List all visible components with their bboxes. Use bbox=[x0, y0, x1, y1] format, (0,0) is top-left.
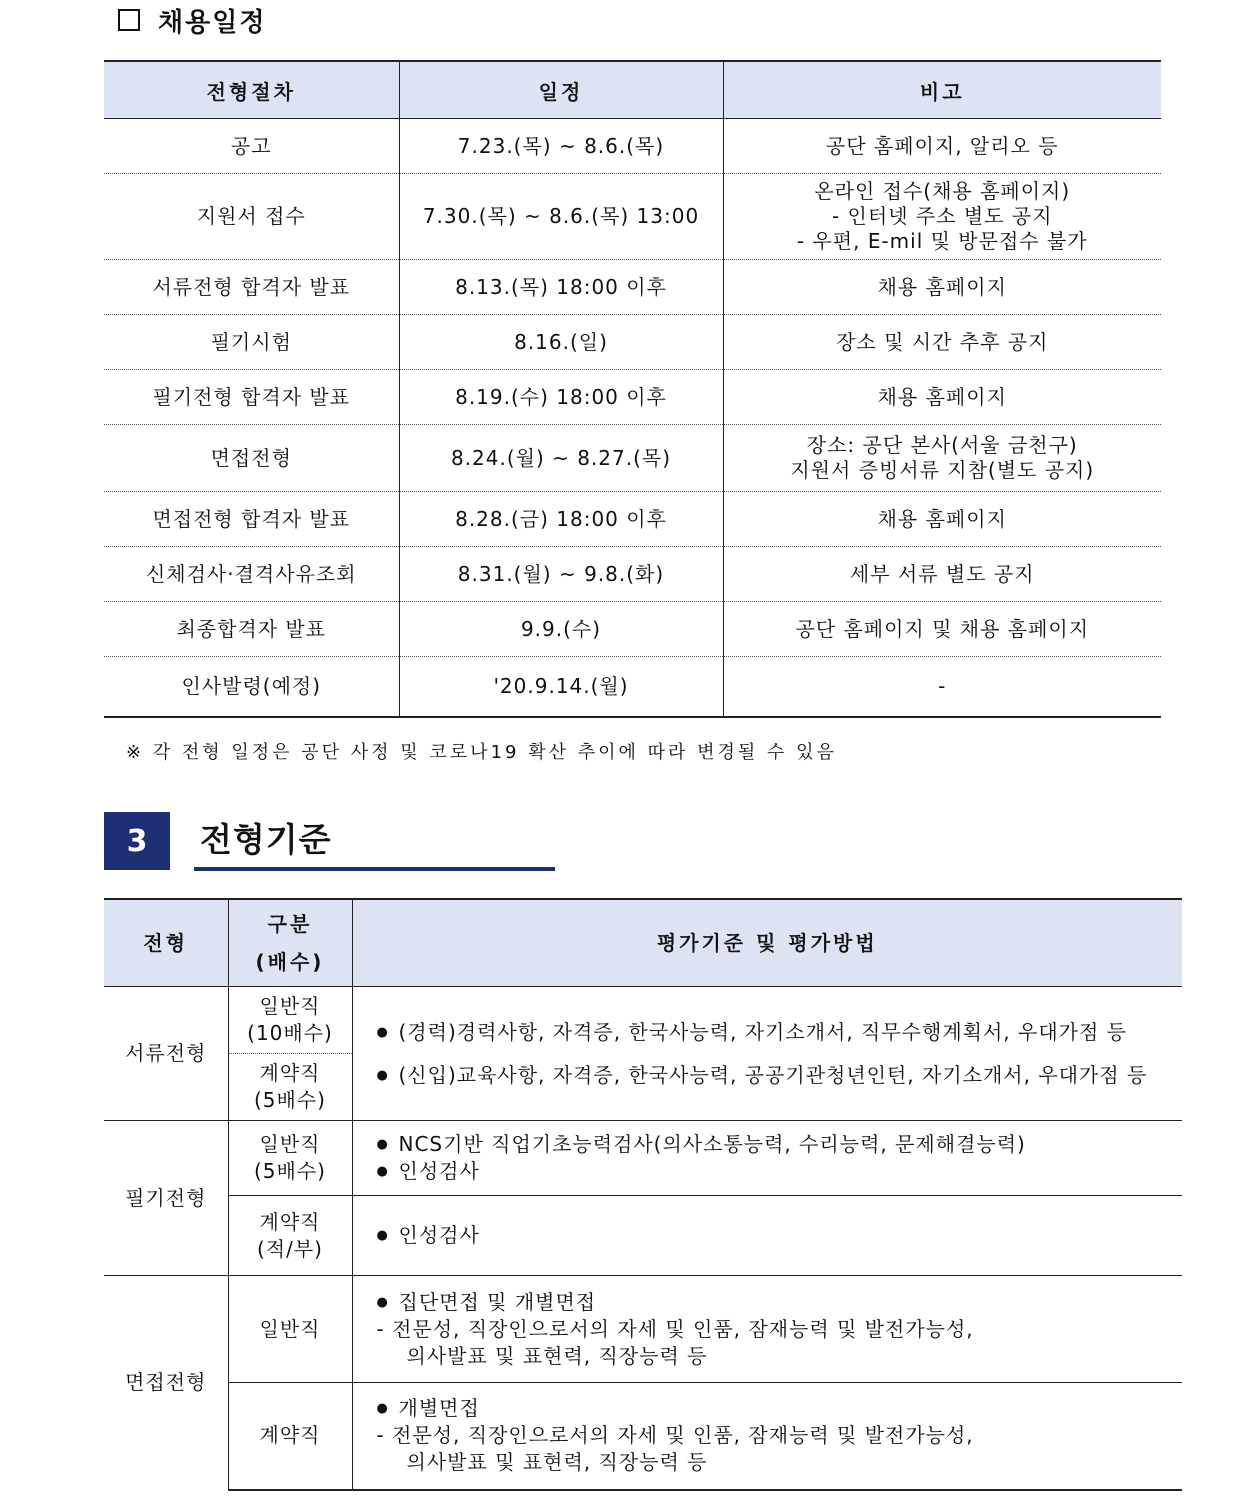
list-item: ● 개별면접 bbox=[377, 1395, 1182, 1422]
note-line: 공단 홈페이지 및 채용 홈페이지 bbox=[795, 616, 1090, 641]
header-criteria: 평가기준 및 평가방법 bbox=[352, 899, 1182, 987]
list-item: ● (신입)교육사항, 자격증, 한국사능력, 공공기관청년인턴, 자기소개서, 우대가점 등 bbox=[377, 1062, 1182, 1089]
table-header-row bbox=[104, 61, 1161, 119]
table-row bbox=[104, 547, 1161, 602]
step-cell: 면접전형 bbox=[104, 425, 399, 492]
criteria-cell bbox=[352, 987, 1182, 1121]
type-line: 일반직 bbox=[259, 994, 321, 1018]
step-cell: 면접전형 합격자 발표 bbox=[104, 492, 399, 547]
type-line: (5배수) bbox=[254, 1088, 326, 1112]
table-row bbox=[104, 315, 1161, 370]
note-line: 채용 홈페이지 bbox=[877, 384, 1007, 409]
type-cell: 일반직 bbox=[228, 1276, 352, 1383]
section-title: 채용일정 bbox=[158, 7, 267, 38]
note-cell bbox=[723, 260, 1161, 315]
date-cell: 7.23.(목) ~ 8.6.(목) bbox=[399, 119, 723, 174]
table-row bbox=[104, 425, 1161, 492]
subitem-text: 의사발표 및 표현력, 직장능력 등 bbox=[406, 1450, 708, 1475]
note-cell bbox=[723, 315, 1161, 370]
section-title: 전형기준 bbox=[200, 820, 332, 859]
note-line: 채용 홈페이지 bbox=[877, 274, 1007, 299]
checkbox-icon bbox=[118, 9, 140, 31]
schedule-section-header bbox=[118, 2, 266, 38]
table-row bbox=[104, 1196, 1182, 1276]
list-item: ● 인성검사 bbox=[377, 1158, 1182, 1185]
step-cell: 신체검사·결격사유조회 bbox=[104, 547, 399, 602]
table-row bbox=[104, 174, 1161, 260]
note-line: 채용 홈페이지 bbox=[877, 506, 1007, 531]
note-cell bbox=[723, 119, 1161, 174]
header-type-line2: (배수) bbox=[255, 950, 325, 974]
note-line: 지원서 증빙서류 지참(별도 공지) bbox=[790, 458, 1095, 482]
date-cell: 8.16.(일) bbox=[399, 315, 723, 370]
footnote: ※ 각 전형 일정은 공단 사정 및 코로나19 확산 추이에 따라 변경될 수 있음 bbox=[126, 742, 837, 763]
type-line: (5배수) bbox=[254, 1159, 326, 1183]
header-stage: 전형 bbox=[104, 899, 228, 987]
criteria-cell bbox=[352, 1276, 1182, 1383]
list-item: ● 집단면접 및 개별면접 bbox=[377, 1289, 1182, 1316]
step-cell: 공고 bbox=[104, 119, 399, 174]
header-type bbox=[228, 899, 352, 987]
subitem-text: - 전문성, 직장인으로서의 자세 및 인품, 잠재능력 및 발전가능성, bbox=[376, 1423, 974, 1448]
table-row bbox=[104, 1121, 1182, 1196]
date-cell: 7.30.(목) ~ 8.6.(목) 13:00 bbox=[399, 174, 723, 260]
criteria-cell bbox=[352, 1196, 1182, 1276]
subitem-text: 의사발표 및 표현력, 직장능력 등 bbox=[406, 1343, 708, 1368]
note-line: 세부 서류 별도 공지 bbox=[849, 561, 1035, 586]
stage-cell: 면접전형 bbox=[104, 1276, 228, 1490]
step-cell: 서류전형 합격자 발표 bbox=[104, 260, 399, 315]
criteria-table bbox=[104, 898, 1182, 1491]
note-cell bbox=[723, 174, 1161, 260]
type-line: 일반직 bbox=[259, 1132, 321, 1156]
table-row bbox=[104, 119, 1161, 174]
schedule-table bbox=[104, 60, 1161, 718]
note-line: - bbox=[938, 673, 947, 698]
list-subitem bbox=[377, 1422, 1182, 1476]
header-date: 일정 bbox=[399, 61, 723, 119]
type-line: (10배수) bbox=[247, 1021, 333, 1045]
header-note: 비고 bbox=[723, 61, 1161, 119]
table-row bbox=[104, 370, 1161, 425]
stage-cell: 서류전형 bbox=[125, 1041, 207, 1065]
header-step: 전형절차 bbox=[104, 61, 399, 119]
note-line: - 인터넷 주소 별도 공지 bbox=[831, 204, 1053, 228]
date-cell: 9.9.(수) bbox=[399, 602, 723, 657]
note-line: 장소 및 시간 추후 공지 bbox=[836, 329, 1049, 354]
step-cell: 필기전형 합격자 발표 bbox=[104, 370, 399, 425]
note-line: 공단 홈페이지, 알리오 등 bbox=[825, 133, 1059, 158]
note-cell bbox=[723, 602, 1161, 657]
type-cell bbox=[228, 1196, 352, 1276]
table-row bbox=[104, 602, 1161, 657]
step-cell: 최종합격자 발표 bbox=[104, 602, 399, 657]
list-item: ● 인성검사 bbox=[377, 1222, 1182, 1249]
list-subitem bbox=[377, 1316, 1182, 1370]
type-cell: 계약직 bbox=[228, 1383, 352, 1490]
note-cell bbox=[723, 492, 1161, 547]
criteria-cell bbox=[352, 1121, 1182, 1196]
table-row bbox=[104, 657, 1161, 717]
title-underline bbox=[194, 867, 555, 871]
table-row bbox=[104, 1383, 1182, 1490]
date-cell: 8.28.(금) 18:00 이후 bbox=[399, 492, 723, 547]
table-row bbox=[104, 1276, 1182, 1383]
table-row bbox=[104, 260, 1161, 315]
table-header-row bbox=[104, 899, 1182, 987]
table-row bbox=[104, 492, 1161, 547]
date-cell: 8.13.(목) 18:00 이후 bbox=[399, 260, 723, 315]
criteria-cell bbox=[352, 1383, 1182, 1490]
note-cell bbox=[723, 547, 1161, 602]
list-item: ● NCS기반 직업기초능력검사(의사소통능력, 수리능력, 문제해결능력) bbox=[377, 1131, 1182, 1158]
date-cell: 8.19.(수) 18:00 이후 bbox=[399, 370, 723, 425]
note-line: 온라인 접수(채용 홈페이지) bbox=[814, 179, 1071, 203]
subitem-text: - 전문성, 직장인으로서의 자세 및 인품, 잠재능력 및 발전가능성, bbox=[376, 1316, 974, 1341]
table-row bbox=[104, 987, 1182, 1054]
type-cell bbox=[228, 1054, 352, 1121]
header-type-line1: 구분 bbox=[267, 912, 313, 936]
section-number-badge: 3 bbox=[104, 812, 170, 870]
date-cell: 8.31.(월) ~ 9.8.(화) bbox=[399, 547, 723, 602]
type-line: 계약직 bbox=[259, 1061, 321, 1085]
type-line: 계약직 bbox=[259, 1209, 321, 1234]
type-line: (적/부) bbox=[257, 1236, 323, 1261]
step-cell: 필기시험 bbox=[104, 315, 399, 370]
note-cell bbox=[723, 657, 1161, 717]
type-cell bbox=[228, 987, 352, 1054]
step-cell: 지원서 접수 bbox=[104, 174, 399, 260]
date-cell: '20.9.14.(월) bbox=[399, 657, 723, 717]
note-line: 장소: 공단 본사(서울 금천구) bbox=[806, 433, 1078, 457]
step-cell: 인사발령(예정) bbox=[104, 657, 399, 717]
stage-cell: 필기전형 bbox=[104, 1121, 228, 1276]
date-cell: 8.24.(월) ~ 8.27.(목) bbox=[399, 425, 723, 492]
note-cell bbox=[723, 370, 1161, 425]
note-cell bbox=[723, 425, 1161, 492]
type-cell bbox=[228, 1121, 352, 1196]
note-line: - 우편, E-mil 및 방문접수 불가 bbox=[796, 229, 1088, 253]
list-item: ● (경력)경력사항, 자격증, 한국사능력, 자기소개서, 직무수행계획서, 우대가점 등 bbox=[377, 1019, 1182, 1046]
